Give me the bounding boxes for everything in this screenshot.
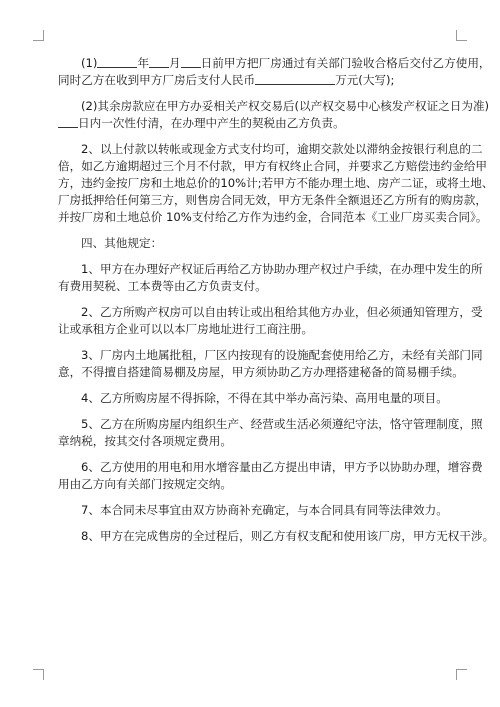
paragraph-payment-1 bbox=[58, 55, 491, 89]
clause-1 bbox=[58, 261, 483, 295]
blank-line bbox=[97, 55, 137, 68]
clause-5 bbox=[58, 416, 483, 450]
blank-line bbox=[181, 55, 201, 68]
crop-mark-bottom-right bbox=[456, 669, 467, 680]
blank-line bbox=[149, 55, 169, 68]
clause-6 bbox=[58, 459, 483, 493]
text-line: 1、甲方在办理好产权证后再给乙方协助办理产权过户手续，在办理中发生的所 bbox=[81, 262, 483, 276]
crop-mark-bottom-left bbox=[33, 669, 44, 680]
clause-7 bbox=[58, 502, 448, 519]
text-line: 有费用契税、工本费等由乙方负责支付。 bbox=[58, 279, 267, 293]
crop-mark-top-left bbox=[33, 30, 44, 41]
blank-line bbox=[255, 72, 335, 85]
text-line: 日内一次性付清，在办理中产生的契税由乙方负责。 bbox=[58, 115, 442, 132]
text-line: 倍，如乙方逾期超过三个月不付款，甲方有权终止合同，并要求乙方赔偿违约金给甲 bbox=[58, 159, 487, 173]
text-line: 同时乙方在收到甲方厂房后支付人民币 万元(大写); bbox=[58, 73, 395, 87]
text-line: 章纳税，按其交付各项规定费用。 bbox=[58, 434, 232, 448]
text-line: 意，不得擅自搭建简易棚及房屋，甲方须协助乙方办理搭建秘备的简易棚手续。 bbox=[58, 365, 464, 379]
document-page bbox=[58, 55, 495, 545]
section-heading: 四、其他规定： bbox=[81, 236, 163, 250]
text-line: (1) 年 月 日前甲方把厂房通过有关部门验收合格后交付乙方使用， bbox=[81, 56, 491, 70]
text-line: 6、乙方使用的用电和用水增容量由乙方提出申请，甲方予以协助办理，增容费 bbox=[81, 460, 483, 474]
clause-3 bbox=[58, 347, 483, 381]
text-line: 3、厂房内土地属批租，厂区内按现有的设施配套使用给乙方，未经有关部门同 bbox=[81, 348, 483, 362]
text-line: 5、乙方在所购房屋内组织生产、经营或生活必须遵纪守法，恪守管理制度，照 bbox=[81, 417, 483, 431]
clause-4 bbox=[58, 390, 448, 407]
text-line: 4、乙方所购房屋不得拆除，不得在其中举办高污染、高用电量的项目。 bbox=[81, 391, 448, 405]
text-line: (2)其余房款应在甲方办妥相关产权交易后(以产权交易中心核发产权证之日为准) bbox=[81, 99, 490, 113]
clause-2 bbox=[58, 304, 483, 338]
clause-8 bbox=[58, 528, 495, 545]
text-line: 8、甲方在完成售房的全过程后，则乙方有权支配和使用该厂房，甲方无权干涉。 bbox=[81, 529, 495, 543]
crop-mark-top-right bbox=[456, 30, 467, 41]
blank-line bbox=[58, 115, 78, 128]
text-line: 2、乙方所购产权房可以自由转让或出租给其他方办业，但必须通知管理方，受 bbox=[81, 305, 483, 319]
text-line: 2、以上付款以转帐或现金方式支付均可，逾期交款处以滞纳金按银行利息的二 bbox=[81, 142, 483, 156]
text-line: 厂房抵押给任何第三方，则售房合同无效，甲方无条件全额退还乙方所有的购房款， bbox=[58, 193, 487, 207]
paragraph-payment-2 bbox=[58, 98, 490, 132]
text-line: 用由乙方向有关部门按规定交纳。 bbox=[58, 477, 232, 491]
text-line: 7、本合同未尽事宜由双方协商补充确定，与本合同具有同等法律效力。 bbox=[81, 503, 448, 517]
text-line: 让或承租方企业可以以本厂房地址进行工商注册。 bbox=[58, 322, 314, 336]
text-line: 并按厂房和土地总价 10%支付给乙方作为违约金，合同范本《工业厂房买卖合同》。 bbox=[58, 210, 488, 224]
paragraph-breach bbox=[58, 141, 494, 226]
text-line: 方，违约金按厂房和土地总价的10%计;若甲方不能办理土地、房产二证，或将土地、 bbox=[58, 176, 494, 190]
